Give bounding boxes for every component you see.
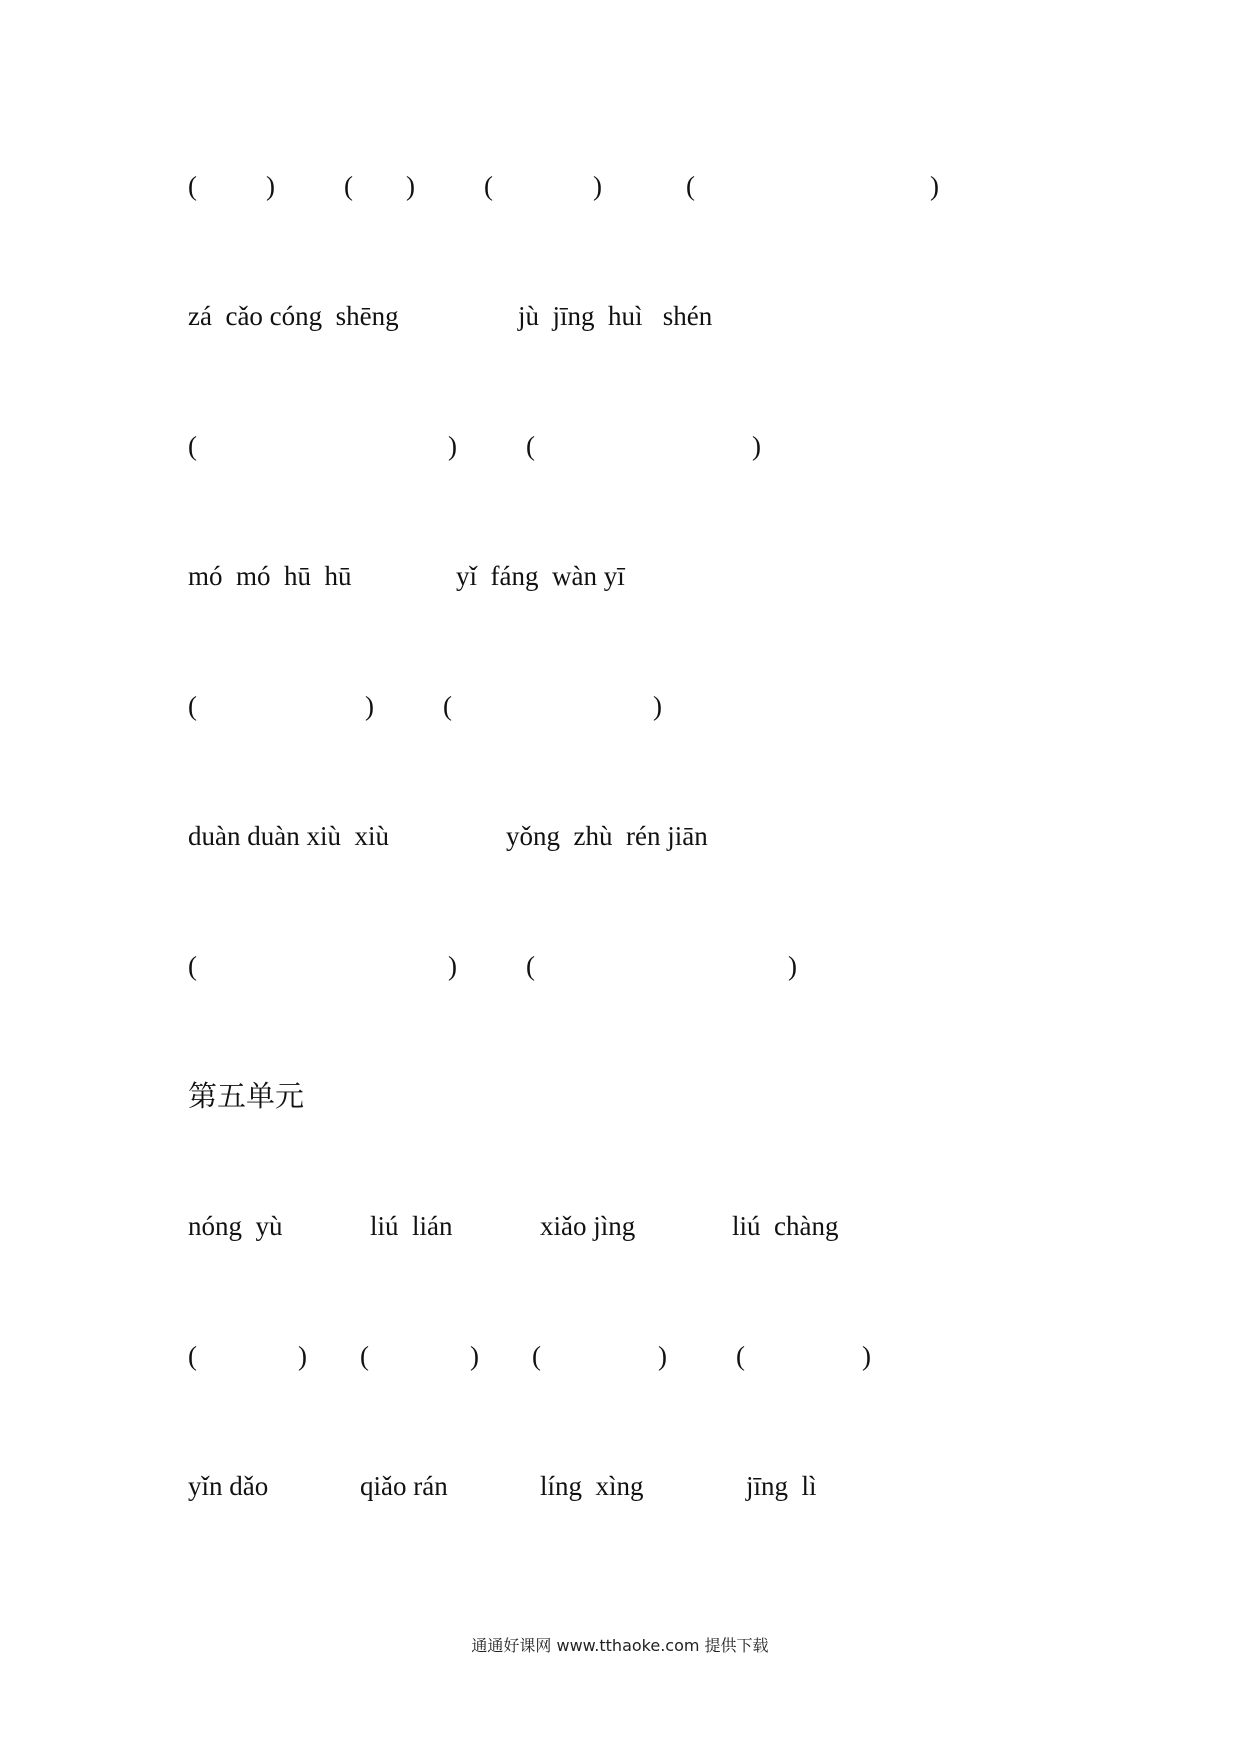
- answer-blanks-row-5: [0, 1336, 1240, 1376]
- close-paren: ): [862, 1341, 871, 1371]
- close-paren: ): [365, 691, 374, 721]
- pinyin-word: yǐn dǎo: [188, 1471, 269, 1501]
- answer-blanks-row-2: [0, 426, 1240, 466]
- close-paren: ): [406, 171, 415, 201]
- answer-blanks-row-1: [0, 166, 1240, 206]
- pinyin-word: yǐ fáng wàn yī: [456, 561, 625, 591]
- pinyin-word: jù jīng huì shén: [518, 301, 713, 331]
- close-paren: ): [448, 431, 457, 461]
- open-paren: (: [532, 1341, 541, 1371]
- close-paren: ): [470, 1341, 479, 1371]
- close-paren: ): [658, 1341, 667, 1371]
- pinyin-word: duàn duàn xiù xiù: [188, 821, 389, 851]
- close-paren: ): [752, 431, 761, 461]
- open-paren: (: [686, 171, 695, 201]
- open-paren: (: [736, 1341, 745, 1371]
- open-paren: (: [188, 171, 197, 201]
- open-paren: (: [188, 691, 197, 721]
- pinyin-word: qiǎo rán: [360, 1471, 448, 1501]
- open-paren: (: [484, 171, 493, 201]
- unit-heading: 第五单元: [188, 1079, 305, 1113]
- open-paren: (: [526, 951, 535, 981]
- answer-blanks-row-4: [0, 946, 1240, 986]
- pinyin-row-1: [0, 296, 1240, 336]
- pinyin-word: líng xìng: [540, 1471, 644, 1501]
- pinyin-row-5: [0, 1466, 1240, 1506]
- open-paren: (: [443, 691, 452, 721]
- close-paren: ): [593, 171, 602, 201]
- pinyin-word: liú lián: [370, 1211, 453, 1241]
- answer-blanks-row-3: [0, 686, 1240, 726]
- open-paren: (: [526, 431, 535, 461]
- page-footer: 通通好课网 www.tthaoke.com 提供下载: [471, 1636, 769, 1655]
- open-paren: (: [344, 171, 353, 201]
- close-paren: ): [298, 1341, 307, 1371]
- open-paren: (: [188, 431, 197, 461]
- open-paren: (: [188, 1341, 197, 1371]
- pinyin-word: yǒng zhù rén jiān: [506, 821, 708, 851]
- pinyin-word: liú chàng: [732, 1211, 839, 1241]
- pinyin-word: nóng yù: [188, 1211, 283, 1241]
- pinyin-row-2: [0, 556, 1240, 596]
- unit-heading-row: [0, 1076, 1240, 1116]
- pinyin-row-4: [0, 1206, 1240, 1246]
- open-paren: (: [360, 1341, 369, 1371]
- pinyin-word: zá cǎo cóng shēng: [188, 301, 399, 331]
- open-paren: (: [188, 951, 197, 981]
- close-paren: ): [788, 951, 797, 981]
- close-paren: ): [653, 691, 662, 721]
- pinyin-word: xiǎo jìng: [540, 1211, 636, 1241]
- close-paren: ): [448, 951, 457, 981]
- close-paren: ): [266, 171, 275, 201]
- pinyin-word: jīng lì: [746, 1471, 817, 1501]
- pinyin-row-3: [0, 816, 1240, 856]
- close-paren: ): [930, 171, 939, 201]
- pinyin-word: mó mó hū hū: [188, 561, 352, 591]
